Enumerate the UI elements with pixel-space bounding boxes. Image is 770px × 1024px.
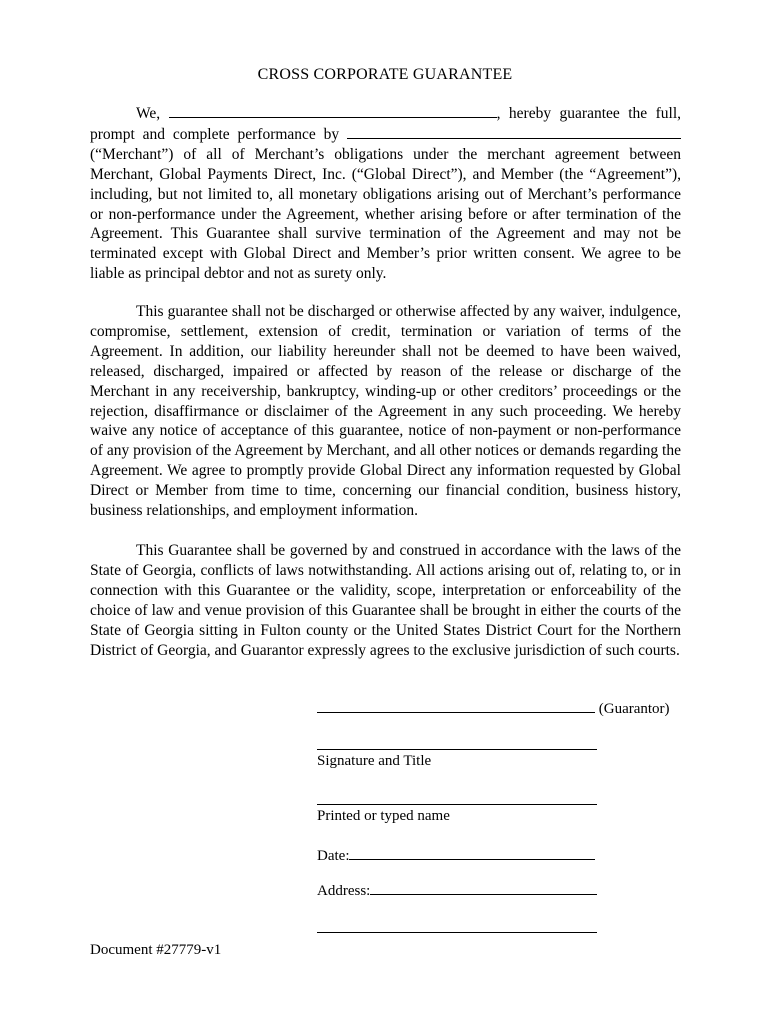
paragraph-no-discharge — [90, 302, 681, 521]
paragraph1-middle: , hereby guarantee the full, prompt and complete performance by — [90, 105, 682, 143]
guarantor-name-blank[interactable] — [169, 103, 497, 118]
paragraph-governing-law — [90, 541, 681, 660]
signature-title-label: Signature and Title — [317, 753, 432, 769]
paragraph1-start: We, — [136, 105, 161, 122]
merchant-name-blank[interactable] — [347, 124, 681, 139]
paragraph3-text: This Guarantee shall be governed by and construed in accordance with the laws of the State of Georgia, conflicts of laws notwithstanding. All actions arising out of, relating to, or in connection with this Guarantee or the validity, scope, interpretation or enforceability of the choice of law and venue provision of this Guarantee shall be brought in either the courts of the State of Georgia sitting in Fulton county or the United States District Court for the Northern District of Georgia, and Guarantor expressly agrees to the exclusive jurisdiction of such courts. — [90, 542, 681, 659]
guarantor-line-row — [317, 698, 670, 718]
printed-name-line[interactable] — [317, 804, 597, 805]
document-number: Document #27779-v1 — [90, 942, 222, 958]
address-row — [317, 880, 597, 900]
date-row — [317, 845, 595, 865]
date-label: Date: — [317, 848, 350, 864]
guarantor-signature-line[interactable] — [317, 698, 595, 713]
paragraph-guarantee-scope — [90, 103, 681, 284]
date-line[interactable] — [349, 845, 595, 860]
address-line-2[interactable] — [317, 932, 597, 933]
guarantor-label: (Guarantor) — [598, 701, 670, 717]
printed-name-label: Printed or typed name — [317, 808, 450, 824]
document-title: CROSS CORPORATE GUARANTEE — [257, 66, 513, 83]
signature-title-line[interactable] — [317, 749, 597, 750]
address-label: Address: — [317, 883, 371, 899]
paragraph1-body: (“Merchant”) of all of Merchant’s obligations under the merchant agreement between Merchant, Global Payments Direct, Inc. (“Global Direct”), and Member (the “Agreement”), including, but not limited to, all monetary obligations arising out of Merchant’s performance or non-performance under the Agreement, whether arising before or after termination of the Agreement. This Guarantee shall survive termination of the Agreement and may not be terminated except with Global Direct and Member’s prior written consent. We agree to be liable as principal debtor and not as surety only. — [90, 145, 681, 283]
address-line[interactable] — [370, 880, 597, 895]
paragraph2-text: This guarantee shall not be discharged or otherwise affected by any waiver, indulgence, compromise, settlement, extension of credit, termination or variation of terms of the Agreement. In addition, our liability hereunder shall not be deemed to have been waived, released, discharged, impaired or affected by reason of the release or discharge of the Merchant in any receivership, bankruptcy, winding-up or other creditors’ proceedings or the rejection, disaffirmance or disclaimer of the Agreement in any such proceeding. We hereby waive any notice of acceptance of this guarantee, notice of non-payment or non-performance of any provision of the Agreement by Merchant, and all other notices or demands regarding the Agreement. We agree to promptly provide Global Direct any information requested by Global Direct or Member from time to time, concerning our financial condition, business history, business relationships, and employment information. — [90, 303, 681, 520]
